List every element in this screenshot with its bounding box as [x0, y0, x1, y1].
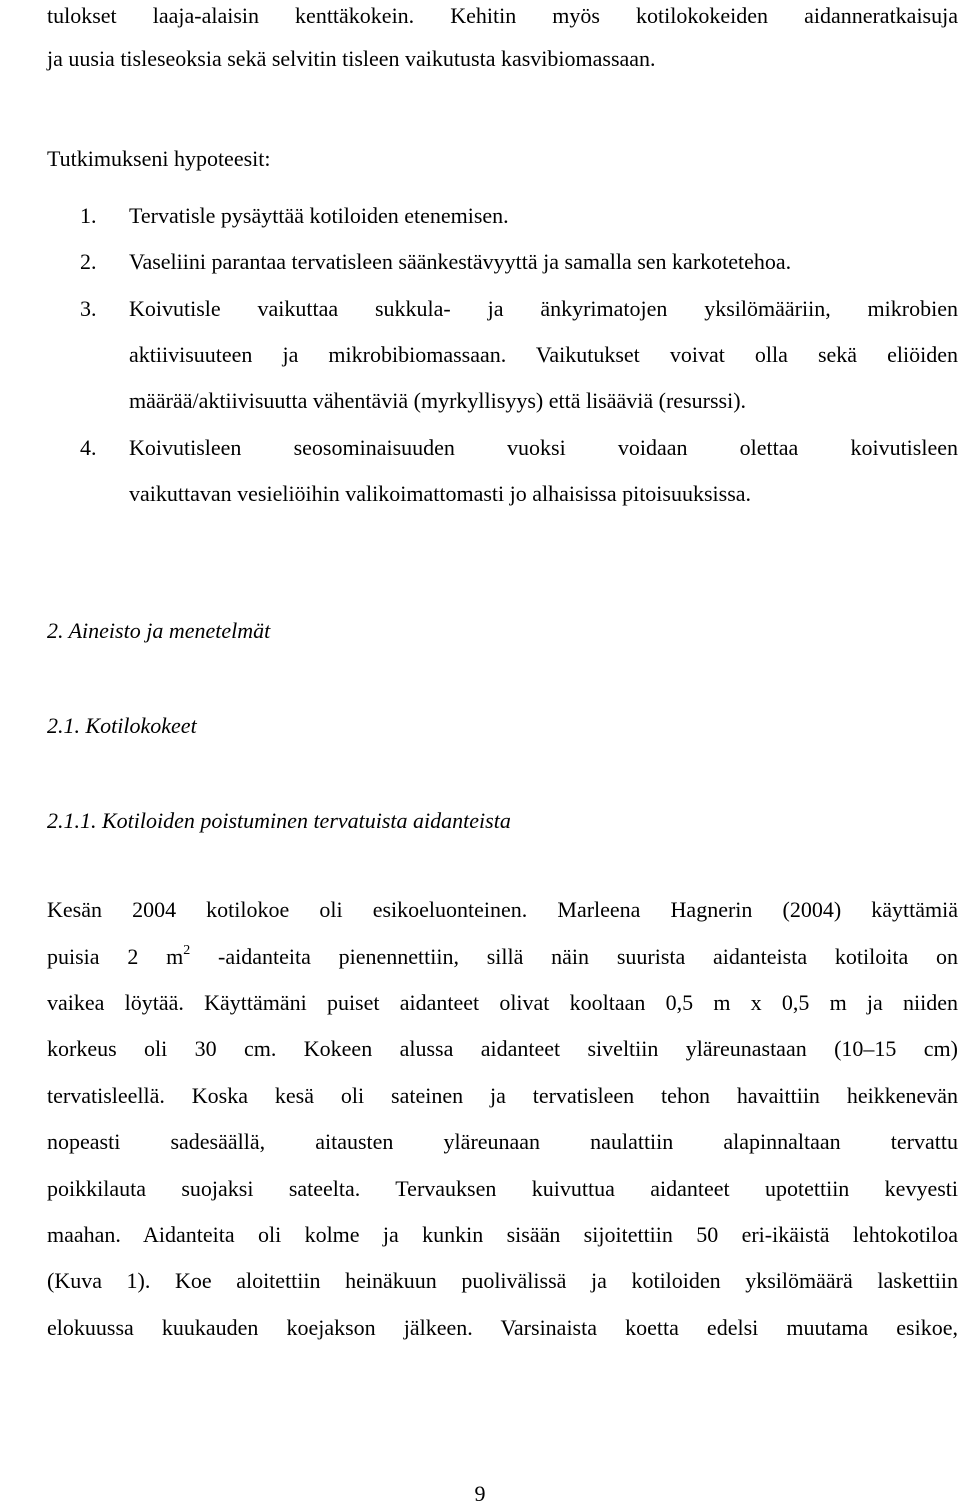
hypothesis-4-line-1: Koivutisleen seosominaisuuden vuoksi voidaan olettaa koivutisleen [129, 435, 958, 460]
hypotheses-label: Tutkimukseni hypoteesit: [47, 146, 271, 171]
hypothesis-1-number: 1. [80, 203, 97, 228]
hypothesis-3-number: 3. [80, 296, 97, 321]
hypothesis-4-number: 4. [80, 435, 97, 460]
page-number: 9 [474, 1481, 486, 1506]
body-line-5: tervatisleellä. Koska kesä oli sateinen ja tervatisleen tehon havaittiin heikkenevän [47, 1083, 958, 1108]
hypothesis-2-number: 2. [80, 249, 97, 274]
hypothesis-4-line-2: vaikuttavan vesieliöihin valikoimattomasti jo alhaisissa pitoisuuksissa. [129, 481, 752, 506]
hypothesis-3-line-1: Koivutisle vaikuttaa sukkula- ja änkyrimatojen yksilömääriin, mikrobien [129, 296, 958, 321]
body-line-10: elokuussa kuukauden koejakson jälkeen. Varsinaista koetta edelsi muutama esikoe, [47, 1315, 958, 1340]
section-heading-2-1: 2.1. Kotilokokeet [47, 713, 197, 738]
body-line-9: (Kuva 1). Koe aloitettiin heinäkuun puolivälissä ja kotiloiden yksilömäärä laskettiin [47, 1268, 958, 1293]
section-heading-2-1-1: 2.1.1. Kotiloiden poistuminen tervatuista aidanteista [47, 808, 511, 833]
body-line-2-before: puisia 2 m [47, 944, 184, 969]
hypothesis-1-text: Tervatisle pysäyttää kotiloiden etenemisen. [129, 203, 509, 228]
intro-line-2: ja uusia tisleseoksia sekä selvitin tisleen vaikutusta kasvibiomassaan. [47, 46, 656, 71]
body-line-2-after: -aidanteita pienennettiin, sillä näin suurista aidanteista kotiloita on [190, 944, 958, 969]
section-heading-2: 2. Aineisto ja menetelmät [47, 618, 271, 643]
body-line-3: vaikea löytää. Käyttämäni puiset aidanteet olivat kooltaan 0,5 m x 0,5 m ja niiden [47, 990, 958, 1015]
hypothesis-2-text: Vaseliini parantaa tervatisleen säänkestävyyttä ja samalla sen karkotetehoa. [129, 249, 792, 274]
superscript-2: 2 [183, 943, 191, 958]
body-line-7: poikkilauta suojaksi sateelta. Tervauksen kuivuttua aidanteet upotettiin kevyesti [47, 1176, 958, 1201]
body-line-6: nopeasti sadesäällä, aitausten yläreunaan naulattiin alapinnaltaan tervattu [47, 1129, 958, 1154]
body-line-1: Kesän 2004 kotilokoe oli esikoeluonteinen. Marleena Hagnerin (2004) käyttämiä [47, 897, 958, 922]
hypothesis-3-line-3: määrää/aktiivisuutta vähentäviä (myrkyllisyys) että lisääviä (resurssi). [129, 388, 747, 413]
body-line-2 [47, 944, 958, 970]
body-line-8: maahan. Aidanteita oli kolme ja kunkin sisään sijoitettiin 50 eri-ikäistä lehtokotiloa [47, 1222, 958, 1247]
body-line-4: korkeus oli 30 cm. Kokeen alussa aidanteet siveltiin yläreunastaan (10–15 cm) [47, 1036, 958, 1061]
hypothesis-3-line-2: aktiivisuuteen ja mikrobibiomassaan. Vaikutukset voivat olla sekä eliöiden [129, 342, 958, 367]
intro-line-1: tulokset laaja-alaisin kenttäkokein. Kehitin myös kotilokokeiden aidanneratkaisuja [47, 3, 958, 28]
